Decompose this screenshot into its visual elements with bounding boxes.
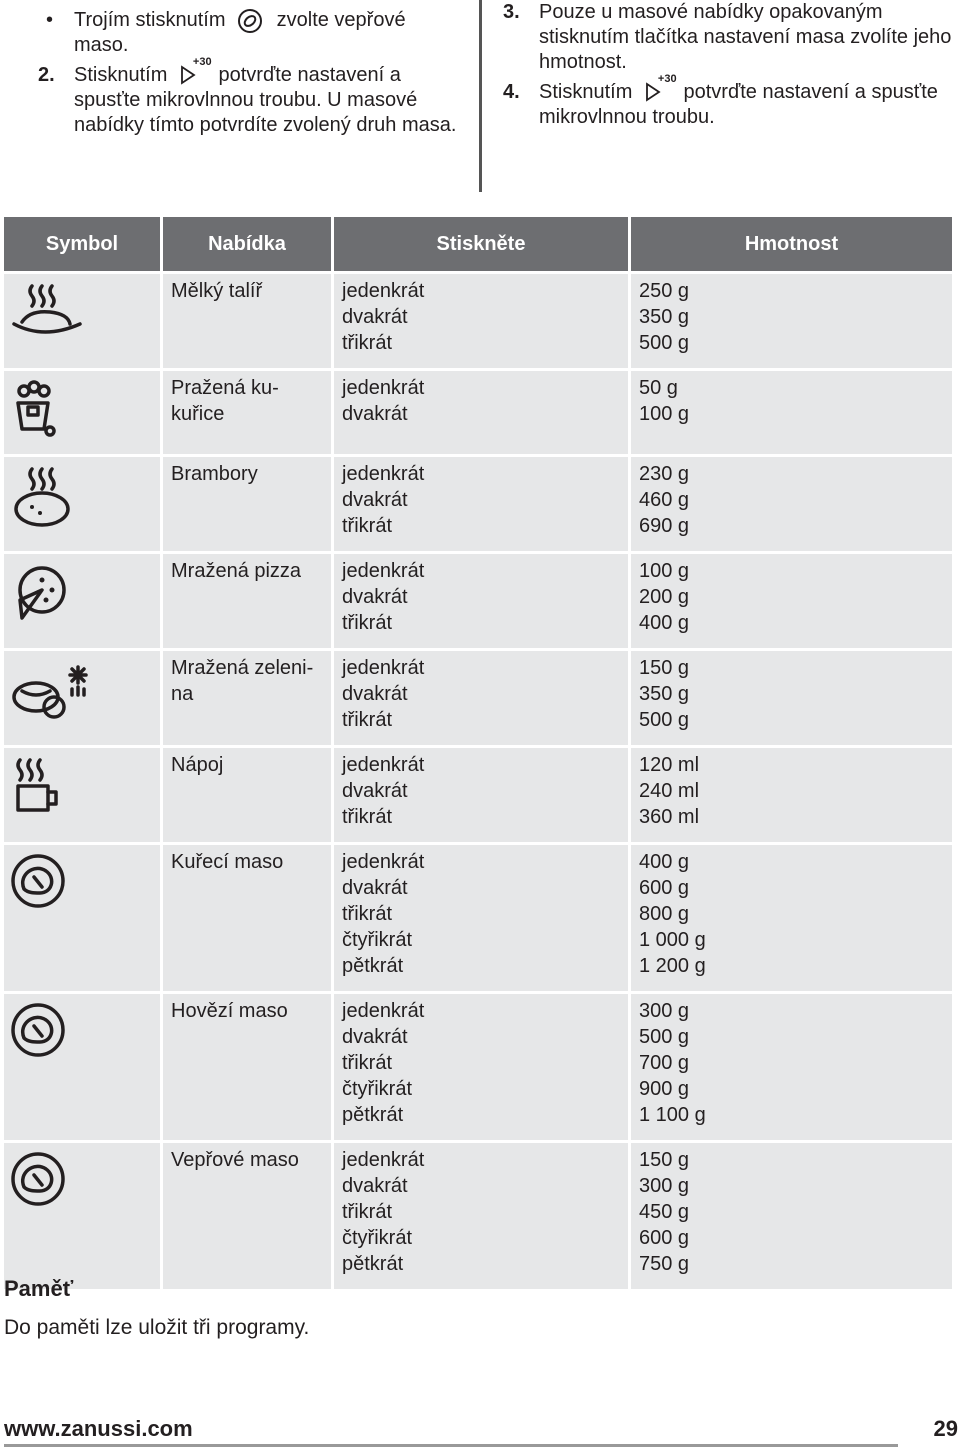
press-value: pětkrát [342, 1104, 404, 1126]
page-number: 29 [933, 1416, 958, 1441]
symbol-cell [4, 1143, 160, 1289]
press-value: třikrát [342, 515, 392, 537]
weight-cell [631, 1143, 952, 1289]
table-header-row [4, 217, 952, 271]
press-value: třikrát [342, 332, 392, 354]
weight-value: 500 g [639, 332, 690, 354]
start-plus30-icon [644, 73, 677, 104]
symbol-cell [4, 748, 160, 842]
header-symbol: Symbol [4, 217, 160, 271]
press-value: čtyřikrát [342, 1078, 412, 1100]
press-value: pětkrát [342, 955, 404, 977]
footer-rule [4, 1444, 898, 1447]
menu-name-cell: Mražená zeleni-na [163, 651, 331, 745]
weight-value: 150 g [639, 1149, 690, 1171]
weight-value: 1 000 g [639, 929, 706, 951]
step-4-text-b: potvrďte nastavení a spusťte mikrovlnnou troubu. [539, 81, 938, 128]
press-cell [334, 651, 628, 745]
symbol-cell [4, 371, 160, 454]
weight-value: 600 g [639, 877, 690, 899]
press-value: dvakrát [342, 306, 408, 328]
step-2-number: 2. [38, 64, 55, 86]
press-value: dvakrát [342, 780, 408, 802]
bullet-text-a: Trojím stisknutím [74, 9, 226, 31]
right-instructions [503, 0, 953, 130]
menu-name-cell: Hovězí maso [163, 994, 331, 1140]
popcorn-icon [8, 424, 92, 446]
weight-value: 1 100 g [639, 1104, 706, 1126]
press-value: pětkrát [342, 1253, 404, 1275]
weight-value: 600 g [639, 1227, 690, 1249]
menu-name-cell: Brambory [163, 457, 331, 551]
weight-cell [631, 554, 952, 648]
table-row [4, 371, 952, 454]
symbol-cell [4, 554, 160, 648]
weight-value: 750 g [639, 1253, 690, 1275]
weight-value: 460 g [639, 489, 690, 511]
footer-url[interactable]: www.zanussi.com [4, 1416, 193, 1441]
weight-value: 120 ml [639, 754, 700, 776]
weight-cell [631, 845, 952, 991]
table-row [4, 748, 952, 842]
press-cell [334, 1143, 628, 1289]
step-2-text-b: potvrďte nastavení a spusťte mikrovlnnou troubu. U masové nabídky tímto potvrdíte zvolený druh masa. [74, 64, 457, 136]
weight-value: 690 g [639, 515, 690, 537]
press-value: třikrát [342, 612, 392, 634]
press-cell [334, 748, 628, 842]
weight-value: 450 g [639, 1201, 690, 1223]
table-row [4, 554, 952, 648]
table-row [4, 994, 952, 1140]
press-value: dvakrát [342, 683, 408, 705]
menu-table [1, 214, 955, 1292]
weight-cell [631, 274, 952, 368]
weight-value: 240 ml [639, 780, 700, 802]
press-value: čtyřikrát [342, 929, 412, 951]
header-weight: Hmotnost [631, 217, 952, 271]
weight-cell [631, 994, 952, 1140]
drink-icon [8, 801, 92, 823]
press-value: třikrát [342, 903, 392, 925]
step-3 [503, 0, 953, 75]
weight-value: 350 g [639, 306, 690, 328]
press-value: jedenkrát [342, 657, 425, 679]
weight-value: 300 g [639, 1000, 690, 1022]
press-value: dvakrát [342, 489, 408, 511]
memory-heading: Paměť [4, 1276, 74, 1301]
menu-name-cell: Nápoj [163, 748, 331, 842]
menu-name-cell: Mražená pizza [163, 554, 331, 648]
press-value: čtyřikrát [342, 1227, 412, 1249]
plus30-label: +30 [657, 73, 677, 85]
weight-value: 900 g [639, 1078, 690, 1100]
plate-icon [8, 327, 92, 349]
press-value: dvakrát [342, 1026, 408, 1048]
step-2-text-a: Stisknutím [74, 64, 168, 86]
weight-value: 400 g [639, 851, 690, 873]
weight-value: 700 g [639, 1052, 690, 1074]
press-cell [334, 274, 628, 368]
press-cell [334, 554, 628, 648]
press-value: jedenkrát [342, 377, 425, 399]
weight-value: 200 g [639, 586, 690, 608]
weight-value: 100 g [639, 560, 690, 582]
beef-meat-icon [8, 1047, 92, 1069]
press-value: jedenkrát [342, 1149, 425, 1171]
meat-selector-icon [237, 8, 265, 32]
press-cell [334, 457, 628, 551]
weight-value: 350 g [639, 683, 690, 705]
press-value: jedenkrát [342, 560, 425, 582]
press-value: dvakrát [342, 586, 408, 608]
weight-value: 250 g [639, 280, 690, 302]
chicken-meat-icon [8, 898, 92, 920]
press-value: dvakrát [342, 403, 408, 425]
press-cell [334, 371, 628, 454]
table-row [4, 845, 952, 991]
step-3-text: Pouze u masové nabídky opakovaným stisknutím tlačítka nastavení masa zvolíte jeho hmotnost. [539, 1, 952, 73]
memory-text: Do paměti lze uložit tři programy. [4, 1316, 310, 1339]
press-value: třikrát [342, 709, 392, 731]
weight-value: 230 g [639, 463, 690, 485]
press-cell [334, 994, 628, 1140]
table-row [4, 651, 952, 745]
symbol-cell [4, 994, 160, 1140]
weight-cell [631, 748, 952, 842]
press-value: jedenkrát [342, 754, 425, 776]
press-cell [334, 845, 628, 991]
weight-value: 100 g [639, 403, 690, 425]
press-value: třikrát [342, 1052, 392, 1074]
plus30-label: +30 [192, 56, 212, 68]
header-press: Stiskněte [334, 217, 628, 271]
step-4 [503, 73, 953, 130]
symbol-cell [4, 457, 160, 551]
step-3-number: 3. [503, 1, 520, 23]
weight-cell [631, 651, 952, 745]
header-menu: Nabídka [163, 217, 331, 271]
table-row [4, 457, 952, 551]
step-2 [38, 56, 464, 138]
step-4-text-a: Stisknutím [539, 81, 633, 103]
press-value: jedenkrát [342, 851, 425, 873]
pizza-icon [8, 607, 92, 629]
weight-value: 500 g [639, 709, 690, 731]
potato-icon [8, 510, 92, 532]
table-row [4, 1143, 952, 1289]
frozen-vegetable-icon [8, 704, 92, 726]
press-value: dvakrát [342, 877, 408, 899]
menu-name-cell: Kuřecí maso [163, 845, 331, 991]
symbol-cell [4, 274, 160, 368]
symbol-cell [4, 845, 160, 991]
bullet-marker: • [46, 9, 54, 31]
press-value: jedenkrát [342, 1000, 425, 1022]
weight-value: 400 g [639, 612, 690, 634]
column-divider [479, 0, 482, 192]
start-plus30-icon [179, 56, 212, 87]
symbol-cell [4, 651, 160, 745]
weight-value: 50 g [639, 377, 678, 399]
bullet-item [46, 8, 464, 58]
menu-name-cell: Mělký talíř [163, 274, 331, 368]
weight-value: 360 ml [639, 806, 700, 828]
weight-cell [631, 457, 952, 551]
press-value: jedenkrát [342, 463, 425, 485]
menu-name-cell: Vepřové maso [163, 1143, 331, 1289]
press-value: třikrát [342, 806, 392, 828]
press-value: třikrát [342, 1201, 392, 1223]
press-value: dvakrát [342, 1175, 408, 1197]
pork-meat-icon [8, 1196, 92, 1218]
menu-name-cell: Pražená ku-kuřice [163, 371, 331, 454]
left-instructions [38, 8, 464, 138]
weight-cell [631, 371, 952, 454]
press-value: jedenkrát [342, 280, 425, 302]
step-4-number: 4. [503, 81, 520, 103]
weight-value: 1 200 g [639, 955, 706, 977]
weight-value: 150 g [639, 657, 690, 679]
table-row [4, 274, 952, 368]
bullet-text-b: zvolte vepřové maso. [74, 9, 406, 56]
weight-value: 800 g [639, 903, 690, 925]
weight-value: 500 g [639, 1026, 690, 1048]
weight-value: 300 g [639, 1175, 690, 1197]
